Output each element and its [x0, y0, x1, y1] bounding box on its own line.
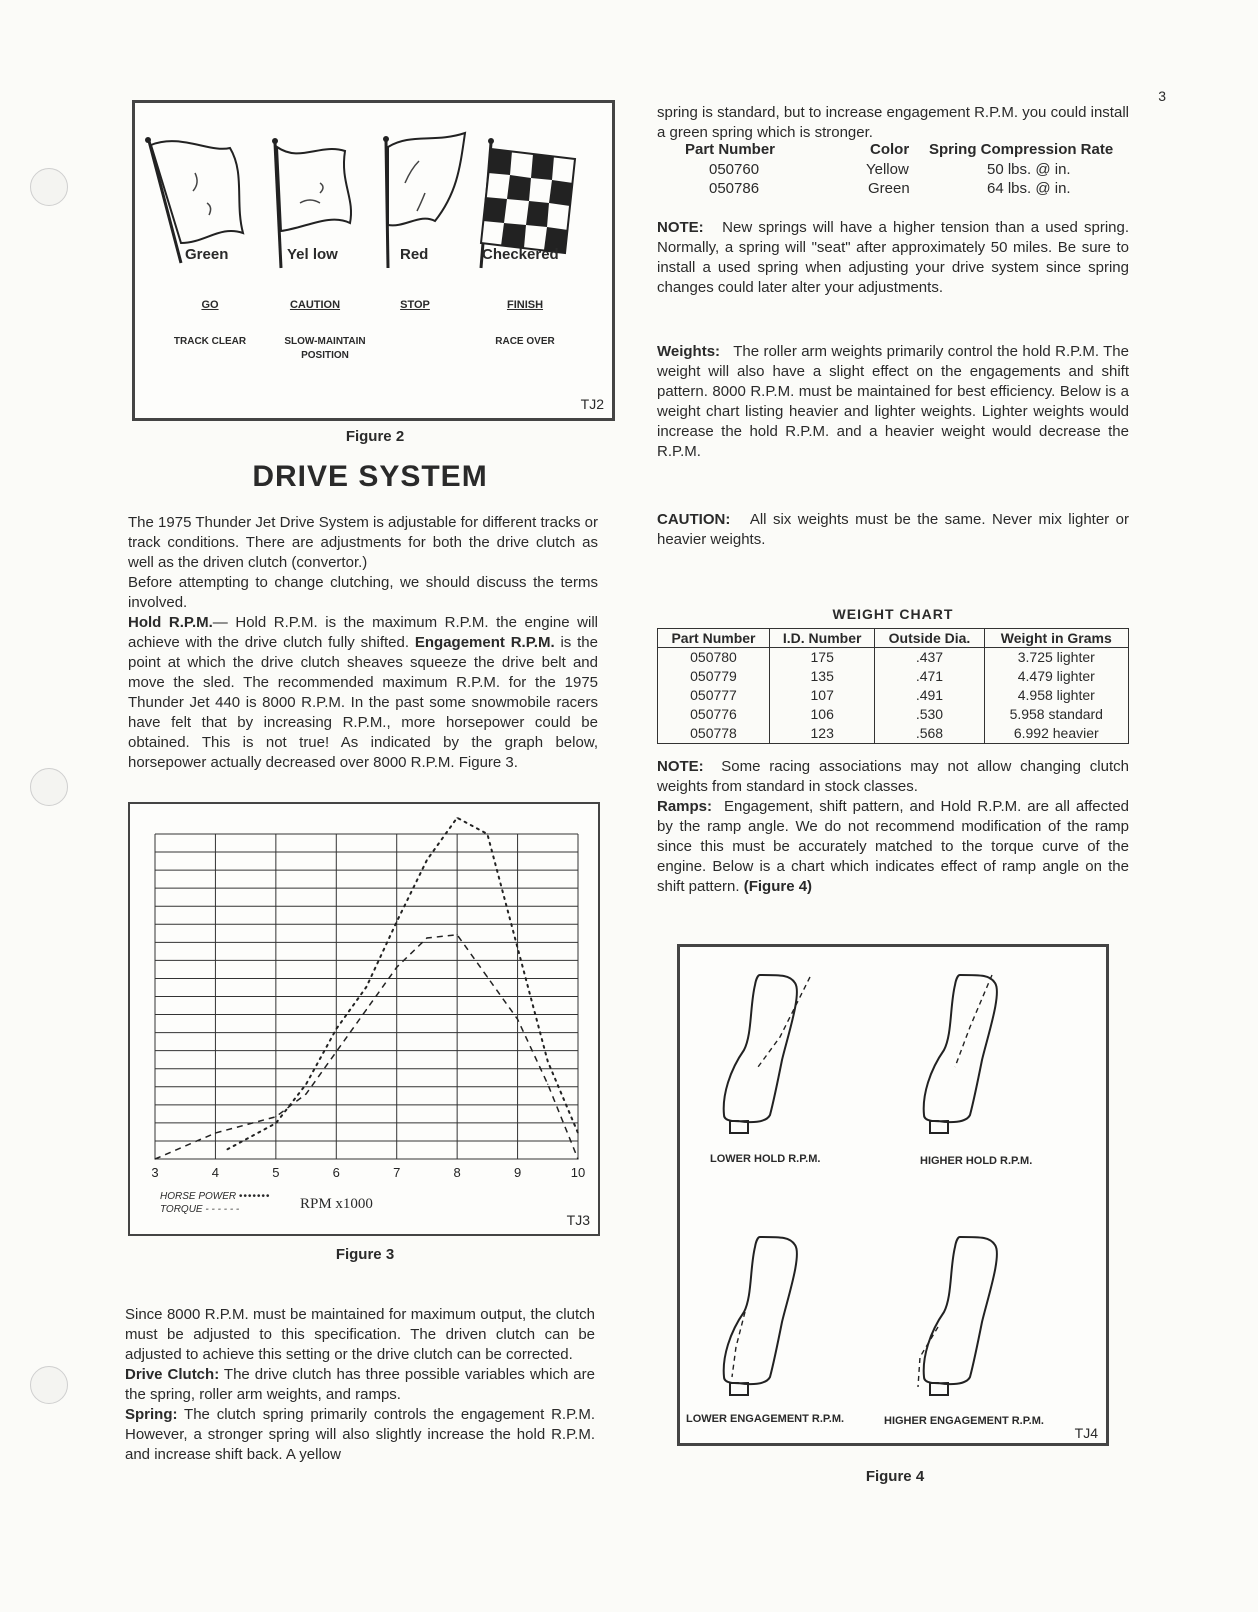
- x-axis-label: RPM x1000: [300, 1196, 373, 1212]
- weight-cell: 123: [769, 724, 874, 744]
- x-tick-label: 9: [513, 1165, 522, 1180]
- signal-go: GO: [201, 299, 219, 311]
- meaning-slow-maintain: SLOW-MAINTAIN POSITION: [284, 336, 366, 361]
- note-racing: NOTE: Some racing associations may not allow changing clutch weights from standard in stock classes.: [657, 758, 1129, 795]
- spring-header-part: Part Number: [685, 141, 776, 158]
- meaning-race-over: RACE OVER: [495, 336, 555, 347]
- checkered-flag: [481, 149, 575, 253]
- ramps-paragraph: Ramps: Engagement, shift pattern, and Hold R.P.M. are all affected by the ramp angle. We do not recommend modification of the ramp since this must be accurately matched to the torque curve of the engine. Below is a chart which indicates effect of ramp angle on the shift pattern. (Figure 4): [657, 798, 1129, 895]
- ramp-lower-hold: [724, 975, 810, 1133]
- drive-clutch-label: Drive Clutch:: [125, 1366, 220, 1383]
- caution-paragraph: CAUTION: All six weights must be the same. Never mix lighter or heavier weights.: [657, 511, 1129, 548]
- figure-tag-tj4: TJ4: [1074, 1425, 1098, 1441]
- legend-horsepower: HORSE POWER •••••••: [160, 1191, 271, 1202]
- horsepower-point: [275, 1123, 276, 1124]
- spring-row-color: Yellow: [866, 161, 909, 178]
- terms-paragraph: Hold R.P.M.— Hold R.P.M. is the maximum R.P.M. the engine will achieve with the drive clutch fully shifted. Engagement R.P.M. is the point at which the drive clutch sheaves squeeze the drive belt and move the sled. The recommended maximum R.P.M. for the 1975 Thunder Jet 440 is 8000 R.P.M. In the past some snowmobile racers have felt that by increasing R.P.M., more horsepower could be obtained. This is not true! As indicated by the graph below, horsepower actually decreased over 8000 R.P.M. Figure 3.: [128, 614, 598, 771]
- note-label: NOTE:: [657, 758, 704, 775]
- figure-4-ramps: [677, 944, 1109, 1446]
- spring-paragraph: Spring: The clutch spring primarily controls the engagement R.P.M. However, a stronger spring will also slightly increase the hold R.P.M. and increase shift back. A yellow: [125, 1406, 595, 1463]
- weight-header-od: Outside Dia.: [875, 629, 984, 648]
- ramp-lower-engagement: [724, 1237, 797, 1395]
- weight-header-id: I.D. Number: [769, 629, 874, 648]
- spring-row-rate: 64 lbs. @ in.: [987, 180, 1071, 197]
- horsepower-point: [426, 859, 427, 860]
- torque-point: [336, 1051, 337, 1052]
- label-higher-hold: HIGHER HOLD R.P.M.: [920, 1155, 1033, 1167]
- weight-cell: 050780: [658, 648, 770, 668]
- caution-label: CAUTION:: [657, 511, 731, 528]
- label-higher-engagement: HIGHER ENGAGEMENT R.P.M.: [884, 1415, 1044, 1427]
- label-lower-hold: LOWER HOLD R.P.M.: [710, 1153, 821, 1165]
- flag-label-green: Green: [185, 246, 229, 263]
- weight-header-grams: Weight in Grams: [984, 629, 1128, 648]
- red-flag: [388, 133, 465, 225]
- signal-finish: FINISH: [506, 299, 544, 311]
- ramps-label: Ramps:: [657, 798, 713, 815]
- figure-4-reference: (Figure 4): [743, 878, 813, 895]
- weights-label: Weights:: [657, 343, 721, 360]
- x-tick-label: 4: [211, 1165, 220, 1180]
- horsepower-point: [517, 947, 518, 948]
- weight-cell: .491: [875, 686, 984, 705]
- torque-point: [275, 1116, 276, 1117]
- weight-cell: 5.958 standard: [984, 705, 1128, 724]
- figure-tag-tj2: TJ2: [580, 396, 604, 412]
- weight-cell: 4.958 lighter: [984, 686, 1128, 705]
- legend-torque: TORQUE - - - - - -: [160, 1204, 240, 1215]
- spring-header-rate: Spring Compression Rate: [929, 141, 1114, 158]
- horsepower-point: [457, 817, 458, 818]
- weight-cell: 175: [769, 648, 874, 668]
- torque-point: [154, 1158, 155, 1159]
- torque-point: [577, 1158, 578, 1159]
- figure-tag-tj3: TJ3: [566, 1212, 590, 1228]
- torque-point: [305, 1093, 306, 1094]
- intro-paragraph-1: The 1975 Thunder Jet Drive System is adjustable for different tracks or track conditions. There are adjustments for both the drive clutch as well as the driven clutch (convertor.): [128, 514, 598, 571]
- punch-hole: [30, 768, 68, 806]
- torque-point: [457, 934, 458, 935]
- term-engagement-rpm: Engagement R.P.M.: [414, 634, 555, 651]
- weight-cell: 135: [769, 667, 874, 686]
- bottom-left-text: [125, 1305, 595, 1465]
- ramp-higher-engagement: [918, 1237, 997, 1395]
- spring-header-color: Color: [870, 141, 910, 158]
- weight-cell: 050777: [658, 686, 770, 705]
- horsepower-point: [577, 1132, 578, 1133]
- weight-cell: .471: [875, 667, 984, 686]
- intro-paragraph-2: Before attempting to change clutching, we should discuss the terms involved.: [128, 574, 598, 611]
- weight-cell: 050779: [658, 667, 770, 686]
- bottom-paragraph-1: Since 8000 R.P.M. must be maintained for maximum output, the clutch must be adjusted to this specification. The driven clutch can be adjusted to achieve this setting or the drive clutch can be corrected.: [125, 1306, 595, 1363]
- section-heading: DRIVE SYSTEM: [252, 460, 488, 493]
- drive-clutch-paragraph: Drive Clutch: The drive clutch has three possible variables which are the spring, roller arm weights, and ramps.: [125, 1366, 595, 1403]
- horsepower-point: [305, 1084, 306, 1085]
- horsepower-point: [547, 1061, 548, 1062]
- ramp-profiles-illustration: [680, 947, 1106, 1443]
- intro-text: [128, 513, 598, 773]
- torque-line: [155, 935, 578, 1159]
- x-tick-label: 6: [332, 1165, 340, 1180]
- torque-point: [426, 937, 427, 938]
- figure-3-graph: [128, 802, 600, 1236]
- hp-torque-chart: [130, 804, 598, 1234]
- weight-row: [658, 686, 1129, 705]
- green-flag: [151, 141, 243, 243]
- weight-row: [658, 667, 1129, 686]
- weight-cell: 050778: [658, 724, 770, 744]
- term-hold-rpm: Hold R.P.M.: [128, 614, 213, 631]
- notes-ramps: [657, 757, 1129, 897]
- weight-cell: .530: [875, 705, 984, 724]
- spring-text: spring is standard, but to increase engagement R.P.M. you could install a green spring which is stronger.: [657, 104, 1129, 141]
- horsepower-point: [396, 921, 397, 922]
- spring-row-color: Green: [868, 180, 910, 197]
- signal-caution: CAUTION: [289, 299, 341, 311]
- note-label: NOTE:: [657, 219, 704, 236]
- figure-2-flags: [132, 100, 615, 421]
- signal-stop: STOP: [400, 299, 430, 311]
- x-tick-label: 5: [272, 1165, 280, 1180]
- weight-cell: 4.479 lighter: [984, 667, 1128, 686]
- chart-legend: [160, 1190, 270, 1216]
- torque-point: [396, 967, 397, 968]
- flag-label-red: Red: [400, 246, 429, 263]
- weight-cell: 6.992 heavier: [984, 724, 1128, 744]
- figure-2-caption: Figure 2: [345, 428, 405, 445]
- punch-hole: [30, 168, 68, 206]
- meaning-track-clear: TRACK CLEAR: [173, 336, 247, 347]
- weight-cell: .568: [875, 724, 984, 744]
- spring-row-rate: 50 lbs. @ in.: [987, 161, 1071, 178]
- torque-point: [487, 976, 488, 977]
- x-tick-label: 10: [570, 1165, 586, 1180]
- torque-point: [366, 1009, 367, 1010]
- page-number: 3: [1158, 88, 1166, 104]
- flag-label-checkered: Checkered: [482, 246, 559, 263]
- horsepower-point: [366, 986, 367, 987]
- torque-point: [215, 1132, 216, 1133]
- label-lower-engagement: LOWER ENGAGEMENT R.P.M.: [686, 1413, 845, 1425]
- figure-3-caption: Figure 3: [335, 1246, 395, 1263]
- weight-row: [658, 705, 1129, 724]
- horsepower-line: [228, 818, 578, 1150]
- x-tick-label: 3: [151, 1165, 159, 1180]
- horsepower-point: [227, 1149, 228, 1150]
- weight-cell: 107: [769, 686, 874, 705]
- horsepower-point: [336, 1028, 337, 1029]
- weight-cell: .437: [875, 648, 984, 668]
- weight-row: [658, 648, 1129, 668]
- spring-row-part: 050786: [709, 180, 760, 197]
- yellow-flag: [277, 147, 351, 231]
- spring-row-part: 050760: [709, 161, 760, 178]
- weight-chart-title: WEIGHT CHART: [832, 606, 954, 622]
- torque-point: [547, 1084, 548, 1085]
- punch-hole: [30, 1366, 68, 1404]
- weight-row: [658, 724, 1129, 744]
- figure-4-caption: Figure 4: [865, 1468, 925, 1485]
- weight-chart-table: [657, 628, 1129, 744]
- flag-label-yellow: Yel low: [287, 246, 338, 263]
- x-tick-label: 8: [453, 1165, 461, 1180]
- weight-cell: 3.725 lighter: [984, 648, 1128, 668]
- note-springs: NOTE: New springs will have a higher tension than a used spring. Normally, a spring will "seat" after approximately 50 miles. Be sure to install a used spring when adjusting your drive system since spring changes could later alter your adjustments.: [657, 219, 1129, 296]
- spring-table: [657, 140, 1137, 200]
- torque-point: [517, 1019, 518, 1020]
- weight-cell: 050776: [658, 705, 770, 724]
- spring-label: Spring:: [125, 1406, 178, 1423]
- weight-cell: 106: [769, 705, 874, 724]
- weight-header-part: Part Number: [658, 629, 770, 648]
- horsepower-point: [487, 833, 488, 834]
- x-tick-label: 7: [393, 1165, 401, 1180]
- weights-paragraph: Weights: The roller arm weights primarily control the hold R.P.M. The weight will also have a slight effect on the engagements and shift pattern. 8000 R.P.M. must be maintained for best efficiency. Below is a weight chart listing heavier and lighter weights. Lighter weights would increase the hold R.P.M. and a heavier weight would decrease the R.P.M.: [657, 343, 1129, 460]
- ramp-higher-hold: [924, 975, 997, 1133]
